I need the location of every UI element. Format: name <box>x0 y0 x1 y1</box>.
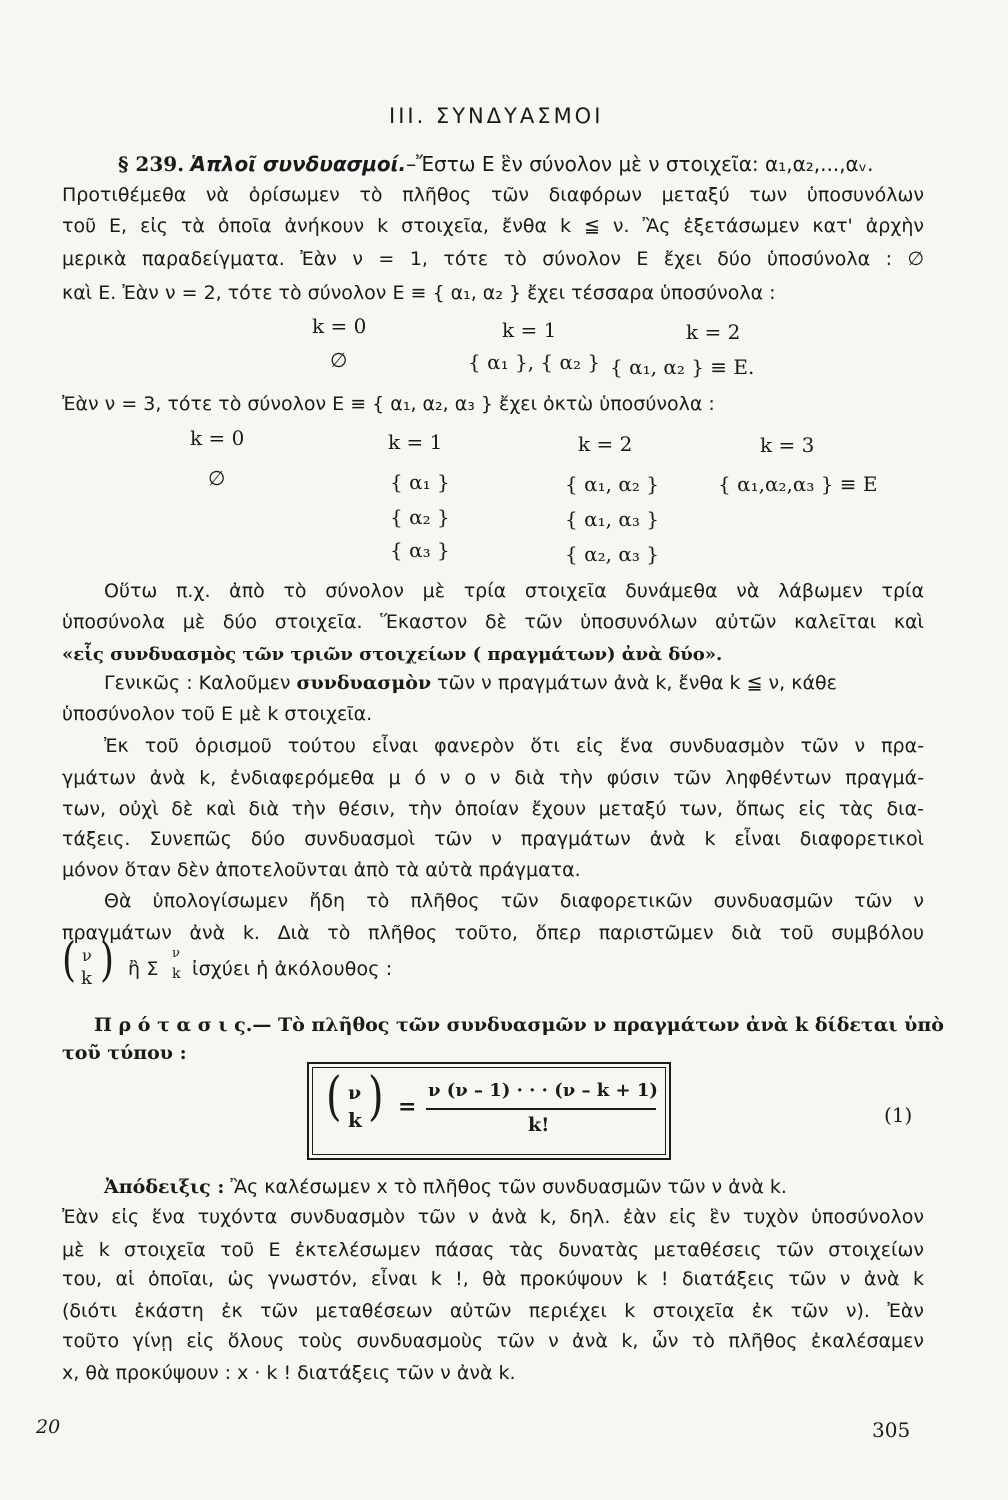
left-paren: ( <box>62 933 77 988</box>
text-run-bold: συνδυασμὸν <box>296 672 432 694</box>
formula-denominator: k! <box>528 1114 550 1136</box>
paragraph-line: x, θὰ προκύψουν : x · k ! διατάξεις τῶν ν ἀνὰ k. <box>62 1362 516 1384</box>
theorem-text: — Τὸ πλῆθος τῶν συνδυασμῶν ν πραγμάτων ἀνὰ k δίδεται ὑπὸ <box>252 1014 944 1036</box>
table-cell: { α₁, α₂ } ≡ Ε. <box>610 355 755 379</box>
symbol-text: ἢ Σ <box>128 958 159 980</box>
paragraph-line: Ἐκ τοῦ ὁρισμοῦ τούτου εἶναι φανερὸν ὅτι εἰς ἕνα συνδυασμὸν τῶν ν πρα- <box>104 735 924 757</box>
formula-right-paren: ) <box>368 1067 384 1127</box>
formula-number: (1) <box>884 1103 913 1127</box>
paragraph-line: Θὰ ὑπολογίσωμεν ἤδη τὸ πλῆθος τῶν διαφορετικῶν συνδυασμῶν τῶν ν <box>104 890 924 912</box>
table-cell: { α₁ } <box>390 470 450 494</box>
paragraph-line: μόνον ὅταν δὲν ἀποτελοῦνται ἀπὸ τὰ αὐτὰ πράγματα. <box>62 859 581 881</box>
formula-binom-bottom: k <box>348 1108 362 1132</box>
paragraph-line: καὶ Ε. Ἐὰν ν = 2, τότε τὸ σύνολον Ε ≡ { α₁, α₂ } ἔχει τέσσαρα ὑποσύνολα : <box>62 282 776 304</box>
symbol-sub: k <box>172 966 181 982</box>
table-cell: { α₁, α₃ } <box>565 507 659 531</box>
formula-left-paren: ( <box>326 1067 342 1127</box>
table-header: k = 3 <box>760 433 815 457</box>
section-heading <box>118 152 873 176</box>
theorem-text-2: τοῦ τύπου : <box>62 1042 187 1064</box>
paragraph-line <box>104 1176 924 1198</box>
section-intro: –Ἔστω Ε ἓν σύνολον μὲ ν στοιχεῖα: α₁,α₂,...,αᵥ. <box>406 152 874 176</box>
table-cell: { α₃ } <box>390 538 450 562</box>
table-header: k = 0 <box>312 314 367 338</box>
formula-numerator: ν (ν – 1) · · · (ν – k + 1) <box>428 1080 658 1101</box>
table-cell: ∅ <box>208 466 226 490</box>
paragraph-line: τοῦτο γίνῃ εἰς ὅλους τοὺς συνδυασμοὺς τῶν ν ἀνὰ k, ὧν τὸ πλῆθος ἐκαλέσαμεν <box>62 1330 924 1352</box>
theorem-label: Π ρ ό τ α σ ι ς. <box>94 1014 253 1036</box>
paragraph-line: ὑποσύνολα μὲ δύο στοιχεῖα. Ἕκαστον δὲ τῶν ὑποσυνόλων αὐτῶν καλεῖται καὶ <box>62 611 924 633</box>
table-cell: { α₁, α₂ } <box>565 472 659 496</box>
table-cell: { α₁,α₂,α₃ } ≡ Ε <box>718 472 878 496</box>
paragraph-line: (διότι ἑκάστη ἐκ τῶν μεταθέσεων αὐτῶν περιέχει k στοιχεῖα ἐκ τῶν ν). Ἐὰν <box>62 1300 924 1322</box>
paragraph-line: γμάτων ἀνὰ k, ἐνδιαφερόμεθα μ ό ν ο ν διὰ τὴν φύσιν τῶν ληφθέντων πραγμά- <box>62 767 924 789</box>
proof-text: Ἂς καλέσωμεν x τὸ πλῆθος τῶν συνδυασμῶν τῶν ν ἀνὰ k. <box>224 1176 787 1198</box>
paragraph-line: ὑποσύνολον τοῦ Ε μὲ k στοιχεῖα. <box>62 703 373 725</box>
symbol-sup: ν <box>172 946 180 961</box>
paragraph-line: Ἐὰν εἰς ἕνα τυχόντα συνδυασμὸν τῶν ν ἀνὰ k, δηλ. ἐὰν εἰς ἓν τυχὸν ὑποσύνολον <box>62 1206 924 1228</box>
proof-label: Ἀπόδειξις : <box>104 1176 225 1198</box>
right-paren: ) <box>100 933 115 988</box>
table-header: k = 1 <box>502 318 557 342</box>
paragraph-line: τοῦ Ε, εἰς τὰ ὁποῖα ἀνήκουν k στοιχεῖα, ἔνθα k ≦ ν. Ἂς ἐξετάσωμεν κατ' ἀρχὴν <box>62 215 924 237</box>
text-run: Γενικῶς : Καλοῦμεν <box>104 672 297 694</box>
page-number: 305 <box>872 1418 911 1442</box>
binom-top: ν <box>82 946 92 965</box>
paragraph-line: του, αἱ ὁποῖαι, ὡς γνωστόν, εἶναι k !, θὰ προκύψουν k ! διατάξεις τῶν ν ἀνὰ k <box>62 1268 924 1290</box>
paragraph-line: μερικὰ παραδείγματα. Ἐὰν ν = 1, τότε τὸ σύνολον Ε ἔχει δύο ὑποσύνολα : ∅ <box>62 248 924 270</box>
paragraph-line: πραγμάτων ἀνὰ k. Διὰ τὸ πλῆθος τοῦτο, ὅπερ παριστῶμεν διὰ τοῦ συμβόλου <box>62 922 924 944</box>
paragraph-line <box>104 672 924 694</box>
table-header: k = 0 <box>190 426 245 450</box>
table-cell: { α₂ } <box>390 505 450 529</box>
theorem-line <box>94 1014 944 1036</box>
table-header: k = 1 <box>388 430 443 454</box>
section-number: § 239. <box>118 152 185 176</box>
formula-equals: = <box>398 1094 417 1120</box>
paragraph-line: τάξεις. Συνεπῶς δύο συνδυασμοὶ τῶν ν πραγμάτων ἀνὰ k εἶναι διαφορετικοὶ <box>62 828 924 850</box>
paragraph-line: Ἐὰν ν = 3, τότε τὸ σύνολον Ε ≡ { α₁, α₂, α₃ } ἔχει ὀκτὼ ὑποσύνολα : <box>62 393 715 415</box>
paragraph-line: Οὕτω π.χ. ἀπὸ τὸ σύνολον μὲ τρία στοιχεῖα δυνάμεθα νὰ λάβωμεν τρία <box>104 580 924 602</box>
paragraph-line: μὲ k στοιχεῖα τοῦ Ε ἐκτελέσωμεν πάσας τὰς δυνατὰς μεταθέσεις τῶν στοιχείων <box>62 1239 924 1261</box>
section-title: Ἁπλοῖ συνδυασμοί. <box>190 152 407 176</box>
table-cell: { α₁ }, { α₂ } <box>468 350 601 374</box>
table-cell: { α₂, α₃ } <box>565 542 659 566</box>
table-header: k = 2 <box>686 320 741 344</box>
fraction-bar <box>426 1108 656 1110</box>
text-run: τῶν ν πραγμάτων ἀνὰ k, ἔνθα k ≦ ν, κάθε <box>431 672 837 694</box>
paragraph-line: «εἷς συνδυασμὸς τῶν τριῶν στοιχείων ( πραγμάτων) ἀνὰ δύο». <box>62 644 723 665</box>
formula-binom-top: ν <box>348 1082 362 1104</box>
table-header: k = 2 <box>578 432 633 456</box>
signature-mark: 20 <box>36 1416 61 1438</box>
paragraph-line: Προτιθέμεθα νὰ ὁρίσωμεν τὸ πλῆθος τῶν διαφόρων μεταξύ των ὑποσυνόλων <box>62 184 924 206</box>
table-cell: ∅ <box>330 348 348 372</box>
binom-bottom: k <box>81 968 92 989</box>
paragraph-line: των, οὐχὶ δὲ καὶ διὰ τὴν θέσιν, τὴν ὁποίαν ἔχουν μεταξύ των, ὅπως εἰς τὰς δια- <box>62 798 924 820</box>
chapter-title: III. ΣΥΝΔΥΑΣΜΟΙ <box>389 104 604 128</box>
symbol-tail: ἰσχύει ἡ ἀκόλουθος : <box>192 958 393 980</box>
